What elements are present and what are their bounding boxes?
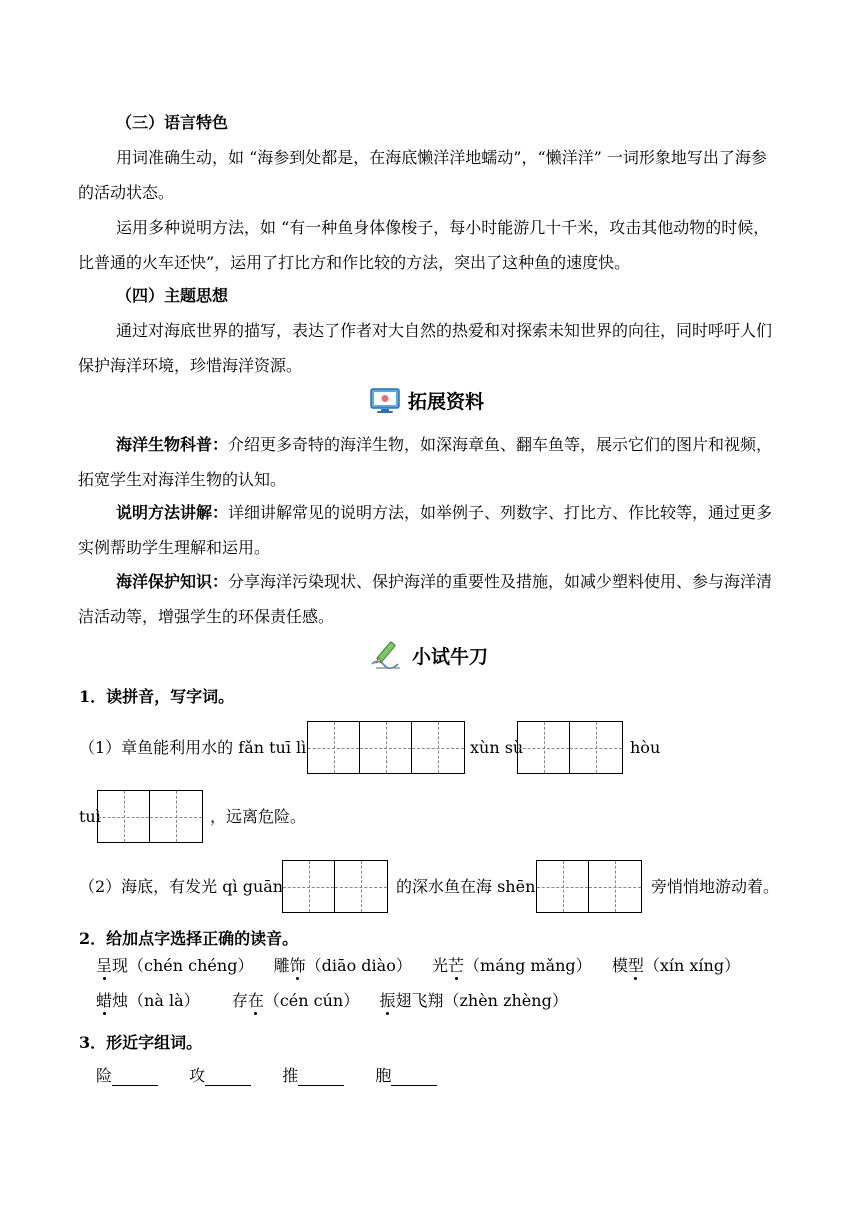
q1-line3-mid: 的深水鱼在海 shēn [396,877,536,896]
q2-item: 雕饰（diāo diào） [273,956,412,975]
extension-item-1: 海洋生物科普：介绍更多奇特的海洋生物，如深海章鱼、翻车鱼等，展示它们的图片和视频，拓宽学生对海洋生物的认知。 [78,435,773,489]
q2-item: 存在（cén cún） [231,991,360,1010]
q2-item: 振翅飞翔（zhèn zhèng） [379,991,568,1010]
answer-grid-shen[interactable] [536,860,642,913]
q1-line1-end: hòu [630,738,661,757]
section3-paragraph-2: 运用多种说明方法，如 “有一种鱼身体像梭子，每小时能游几十千米，攻击其他动物的时候，比普通的火车还快”，运用了打比方和作比较的方法，突出了这种鱼的速度快。 [78,218,770,272]
q1-line3-end: 旁悄悄地游动着。 [651,877,780,896]
extension-banner [370,387,484,414]
q3-blank[interactable] [298,1069,344,1086]
q1-line2-end: ，远离危险。 [210,807,307,826]
q3-blank[interactable] [112,1069,158,1086]
q2-item: 呈现（chén chéng） [96,956,254,975]
q1-line3-prefix: （2）海底，有发光 qì guān [79,877,284,896]
q1-line1-prefix: （1）章鱼能利用水的 fǎn tuī lì [79,738,307,757]
q2-row-2 [96,991,568,1011]
section4-heading: （四）主题思想 [116,286,229,305]
answer-grid-xun-su[interactable] [517,721,623,774]
section4-paragraph-1: 通过对海底世界的描写，表达了作者对大自然的热爱和对探索未知世界的向往，同时呼吁人们保护海洋环境，珍惜海洋资源。 [78,321,773,375]
q3-char: 险 [96,1066,113,1085]
extension-title: 拓展资料 [408,391,485,413]
practice-title: 小试牛刀 [412,645,489,668]
practice-banner [368,638,488,672]
q3-char: 胞 [375,1066,392,1085]
extension-item-2: 说明方法讲解：详细讲解常见的说明方法，如举例子、列数字、打比方、作比较等，通过更多实例帮助学生理解和运用。 [78,503,773,557]
section3-heading: （三）语言特色 [116,113,229,132]
q3-char: 攻 [189,1066,206,1085]
q3-blank[interactable] [391,1069,437,1086]
q1-line-2 [0,790,860,843]
q1-line1-mid: xùn sù [470,738,524,757]
monitor-icon [370,388,400,414]
pencil-writing-icon [368,638,404,672]
answer-grid-qi-guan[interactable] [282,860,388,913]
q3-heading: 3．形近字组词。 [79,1033,203,1052]
answer-grid-hou-tui[interactable] [97,790,203,843]
q1-heading: 1．读拼音，写字词。 [79,687,235,706]
q3-char: 推 [282,1066,299,1085]
section3-paragraph-1: 用词准确生动，如 “海参到处都是，在海底懒洋洋地蠕动”，“懒洋洋” 一词形象地写出了海参的活动状态。 [78,148,767,202]
answer-grid-fan-tui-li[interactable] [307,721,465,774]
q2-item: 蜡烛（nà là） [96,991,200,1010]
q2-row-1 [96,956,740,976]
q1-line-3 [0,860,860,913]
q1-line-1 [0,721,860,774]
q2-item: 光芒（máng mǎng） [432,956,592,975]
q2-heading: 2．给加点字选择正确的读音。 [79,929,299,948]
q3-row [96,1066,463,1086]
q2-item: 模型（xín xíng） [611,956,741,975]
extension-item-3: 海洋保护知识：分享海洋污染现状、保护海洋的重要性及措施，如减少塑料使用、参与海洋清洁活动等，增强学生的环保责任感。 [78,572,773,626]
q3-blank[interactable] [205,1069,251,1086]
q1-line2-start: tuì [79,807,101,826]
